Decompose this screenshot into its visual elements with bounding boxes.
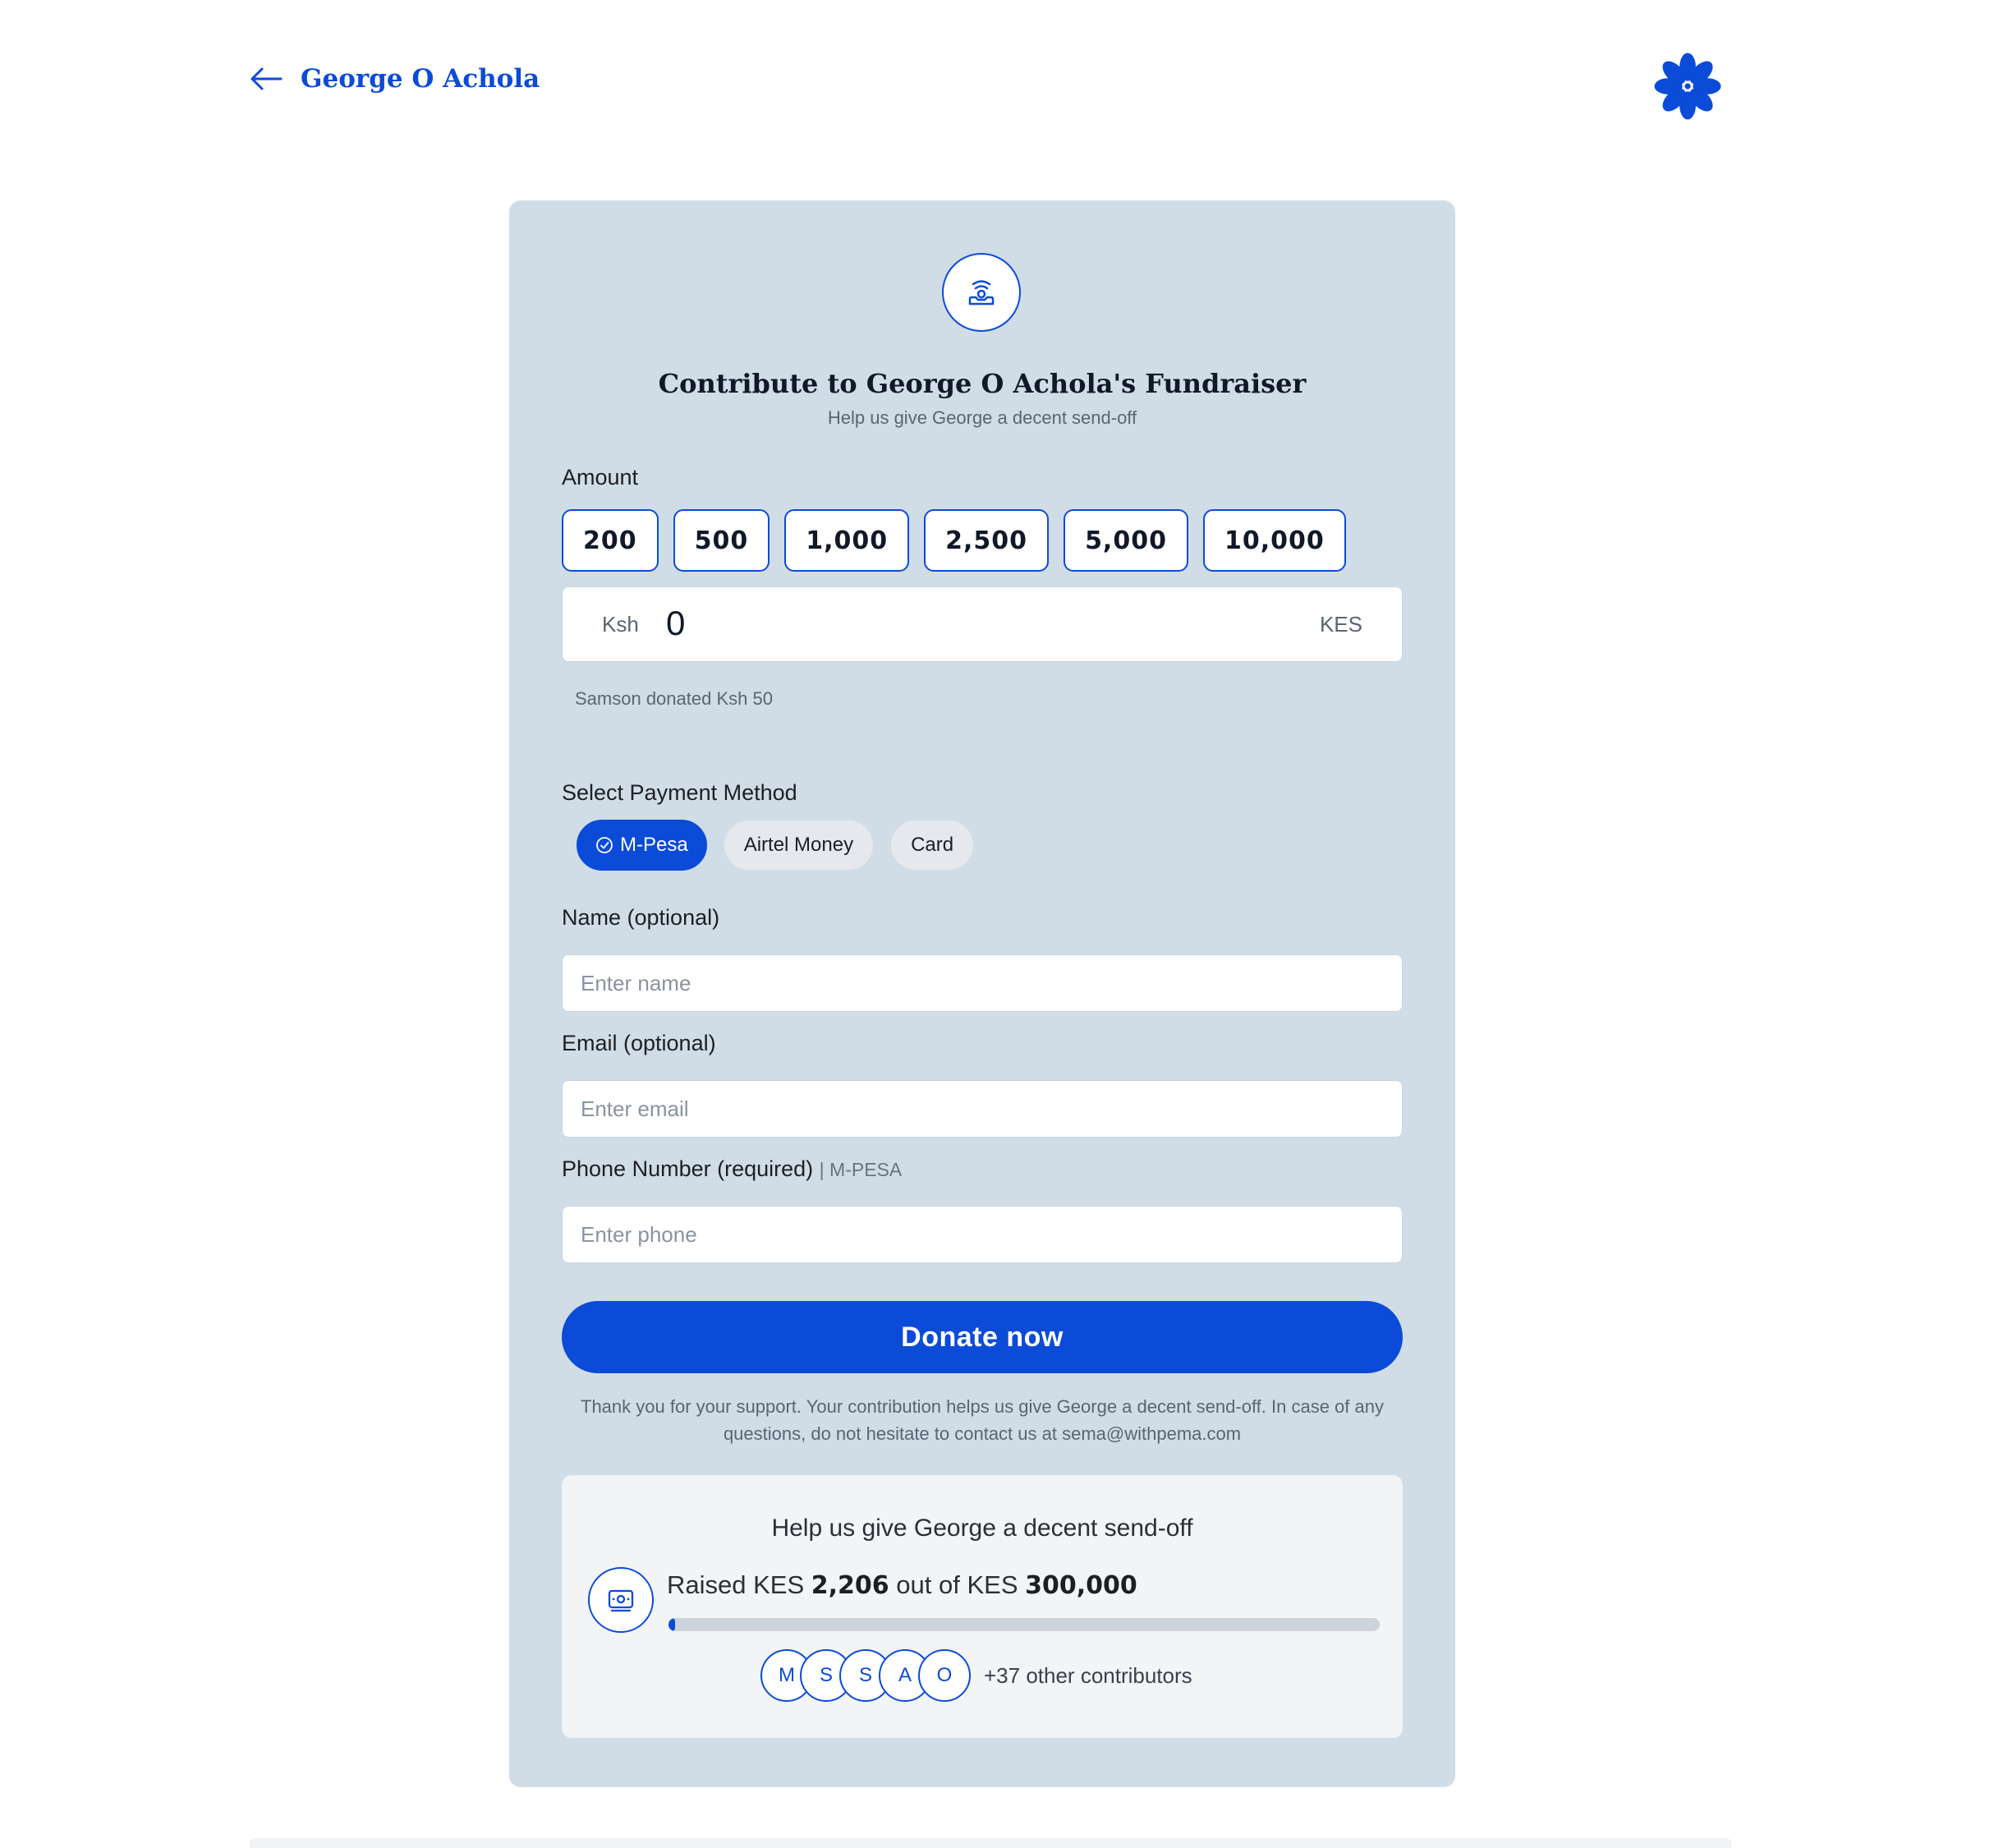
name-input[interactable] [562,954,1403,1012]
payment-methods [577,820,974,871]
contributor-avatar: O [918,1649,971,1702]
back-link[interactable] [250,64,540,94]
flower-logo-icon[interactable] [1651,49,1725,123]
footer-edge [250,1838,1731,1848]
contributor-avatar: A [879,1649,931,1702]
email-input[interactable] [562,1080,1403,1138]
email-label: Email (optional) [562,1031,716,1055]
payment-method-label: M-Pesa [620,834,688,856]
donate-now-button[interactable]: Donate now [562,1301,1403,1373]
preset-amount-button[interactable]: 5,000 [1064,509,1188,572]
payment-method-label: Card [911,834,954,856]
preset-amount-button[interactable]: 2,500 [924,509,1049,572]
phone-label-row [562,1156,902,1182]
contribution-card [509,200,1455,1787]
preset-amount-button[interactable]: 1,000 [784,509,909,572]
check-circle-icon [595,836,613,854]
payment-method-mpesa[interactable] [577,820,707,871]
payment-method-card[interactable] [890,820,974,871]
raised-prefix: Raised KES [667,1570,805,1599]
preset-amount-button[interactable]: 500 [673,509,770,572]
preset-amount-button[interactable]: 10,000 [1203,509,1346,572]
page-title: Contribute to George O Achola's Fundraiser [658,368,1307,399]
other-contributors-text: +37 other contributors [984,1662,1192,1688]
raised-amount: 2,206 [811,1571,889,1600]
payment-method-airtel[interactable] [724,820,874,871]
amount-label: Amount [562,465,639,490]
progress-bar-fill [668,1618,675,1631]
fundraiser-icon-circle [942,253,1021,332]
progress-panel [562,1475,1403,1738]
payment-method-label: Airtel Money [743,834,854,856]
phone-input[interactable] [562,1206,1403,1263]
preset-amount-button[interactable]: 200 [562,509,659,572]
back-link-label: George O Achola [301,64,540,94]
amount-value[interactable]: 0 [666,604,686,642]
cash-icon [604,1584,637,1616]
payment-method-label: Select Payment Method [562,780,797,805]
raised-summary [667,1570,1137,1600]
progress-bar [668,1618,1380,1631]
name-label: Name (optional) [562,905,720,930]
contributor-avatar: S [800,1649,852,1702]
contributor-avatar: M [760,1649,813,1702]
thank-you-text: Thank you for your support. Your contribution helps us give George a decent send-off. In case of any questions, do not hesitate to contact us at sema@withpema.com [581,1396,1384,1444]
contributors-row [760,1649,1192,1702]
amount-input[interactable] [562,586,1403,662]
currency-suffix: KES [1319,612,1362,637]
phone-label: Phone Number (required) [562,1156,814,1181]
money-icon-circle [588,1567,654,1633]
phone-hint: | M-PESA [819,1159,903,1180]
goal-amount: 300,000 [1025,1571,1137,1600]
contributor-avatar: S [839,1649,892,1702]
page-subtitle: Help us give George a decent send-off [827,407,1137,428]
out-of-text: out of KES [896,1570,1018,1599]
currency-prefix: Ksh [602,612,639,637]
donation-hand-icon [963,274,999,310]
top-bar [0,0,1994,164]
preset-amounts [562,509,1346,572]
progress-title: Help us give George a decent send-off [771,1515,1193,1542]
recent-donation-text: Samson donated Ksh 50 [575,688,773,709]
arrow-left-icon [250,67,283,91]
